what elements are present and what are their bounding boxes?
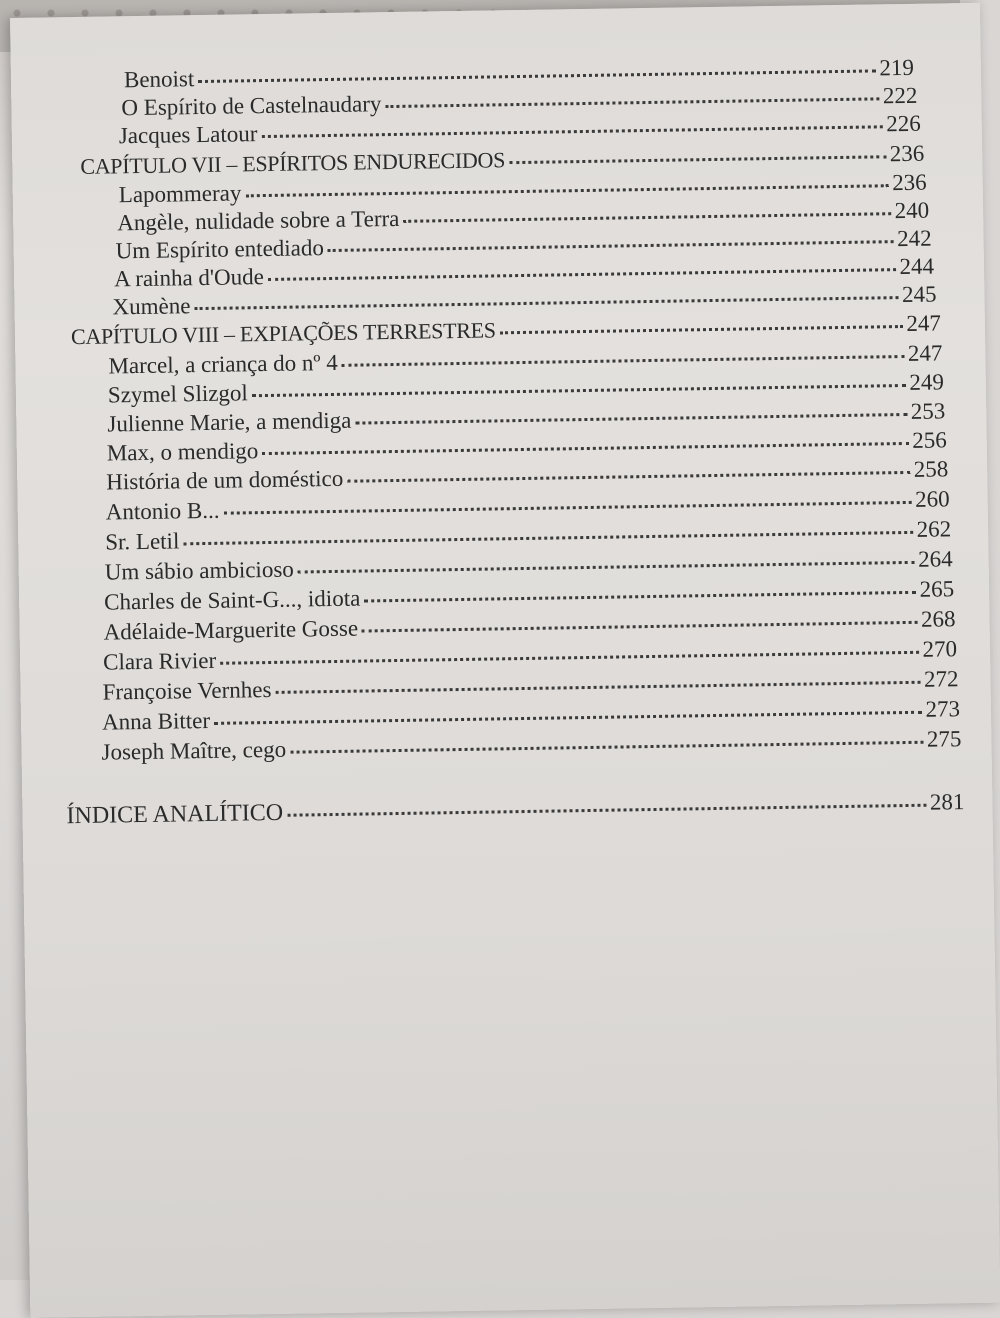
entry-page: 256 xyxy=(912,427,947,453)
entry-title: O Espírito de Castelnaudary xyxy=(121,91,382,121)
dot-leader xyxy=(342,355,904,367)
entry-title: Xumène xyxy=(112,293,191,320)
entry-page: 249 xyxy=(909,369,945,395)
entry-title: Szymel Slizgol xyxy=(107,380,249,408)
chapter-title: CAPÍTULO VIII – EXPIAÇÕES TERRESTRES xyxy=(70,317,496,350)
dot-leader xyxy=(198,69,875,83)
entry-page: 262 xyxy=(916,516,952,542)
dot-leader xyxy=(328,240,893,252)
toc-index-heading xyxy=(66,788,964,830)
dot-leader xyxy=(290,741,923,754)
entry-page: 260 xyxy=(914,486,950,512)
entry-page: 226 xyxy=(886,110,921,137)
entry-page: 270 xyxy=(922,636,958,662)
entry-title: Benoist xyxy=(123,66,195,93)
dot-leader xyxy=(252,384,906,397)
dot-leader xyxy=(509,155,886,164)
index-page: 281 xyxy=(929,789,965,815)
entry-title: Max, o mendigo xyxy=(106,438,259,466)
entry-title: Joseph Maître, cego xyxy=(101,736,287,765)
entry-title: Antonio B... xyxy=(105,497,220,525)
entry-page: 240 xyxy=(894,197,930,224)
dot-leader xyxy=(183,531,912,545)
entry-title: Sr. Letil xyxy=(105,528,180,555)
entry-page: 247 xyxy=(907,340,943,366)
chapter-page: 247 xyxy=(906,310,942,336)
entry-title: Charles de Saint-G..., idiota xyxy=(103,585,361,615)
dot-leader xyxy=(275,681,920,694)
dot-leader xyxy=(262,442,908,455)
entry-page: 258 xyxy=(913,456,949,482)
entry-title: Angèle, nulidade sobre a Terra xyxy=(117,205,400,236)
entry-page: 244 xyxy=(899,253,935,280)
dot-leader xyxy=(355,413,906,425)
entry-page: 245 xyxy=(901,281,937,308)
dot-leader xyxy=(362,621,917,633)
entry-title: Anna Bitter xyxy=(101,707,211,735)
entry-title: Françoise Vernhes xyxy=(102,676,272,705)
entry-page: 268 xyxy=(920,606,956,632)
dot-leader xyxy=(347,471,909,483)
entry-page: 264 xyxy=(917,546,953,572)
index-title: ÍNDICE ANALÍTICO xyxy=(66,799,284,830)
dot-leader xyxy=(214,711,922,725)
entry-page: 273 xyxy=(925,696,961,722)
dot-leader xyxy=(287,804,926,817)
entry-page: 219 xyxy=(879,54,915,81)
dot-leader xyxy=(385,97,879,108)
entry-page: 275 xyxy=(926,726,962,752)
entry-page: 236 xyxy=(891,169,927,196)
entry-title: Um Espírito entediado xyxy=(115,235,325,264)
entry-title: Um sábio ambicioso xyxy=(104,556,294,585)
dot-leader xyxy=(220,651,918,665)
dot-leader xyxy=(268,268,896,281)
entry-title: Lapommeray xyxy=(118,180,242,208)
dot-leader xyxy=(364,591,915,603)
entry-title: Jacques Latour xyxy=(118,121,258,149)
entry-title: Adélaide-Marguerite Gosse xyxy=(103,615,359,645)
dot-leader xyxy=(298,561,914,574)
entry-title: Marcel, a criança do nº 4 xyxy=(108,349,339,379)
entry-title: Julienne Marie, a mendiga xyxy=(107,407,352,437)
chapter-page: 236 xyxy=(889,140,925,167)
entry-page: 253 xyxy=(910,398,946,424)
entry-title: Clara Rivier xyxy=(102,647,217,675)
dot-leader xyxy=(403,212,890,223)
chapter-title: CAPÍTULO VII – ESPÍRITOS ENDURECIDOS xyxy=(80,147,506,179)
book-page xyxy=(10,3,1000,1318)
dot-leader xyxy=(224,501,912,515)
dot-leader xyxy=(245,184,888,197)
entry-page: 222 xyxy=(882,82,918,109)
dot-leader xyxy=(194,296,898,310)
dot-leader xyxy=(500,325,903,334)
entry-page: 242 xyxy=(896,225,932,252)
entry-title: A rainha d'Oude xyxy=(113,264,265,292)
entry-page: 272 xyxy=(923,666,959,692)
entry-title: História de um doméstico xyxy=(106,465,344,495)
dot-leader xyxy=(261,125,882,138)
entry-page: 265 xyxy=(919,576,955,602)
